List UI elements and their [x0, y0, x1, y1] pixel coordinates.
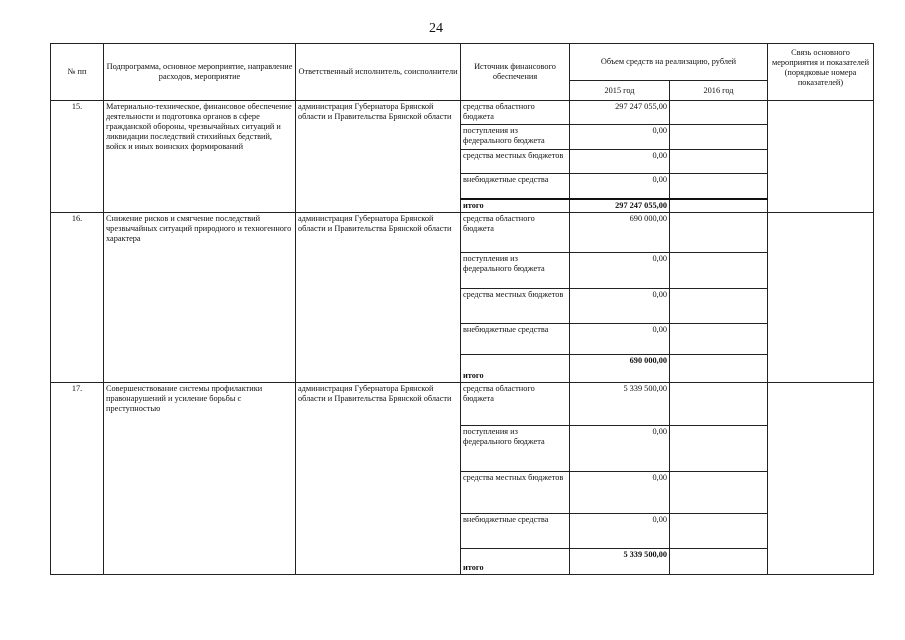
- source-value-2015: 0,00: [570, 252, 670, 288]
- source-value-2016: [670, 125, 768, 150]
- source-value-2015: 0,00: [570, 471, 670, 513]
- source-name-total: итого: [461, 548, 570, 574]
- source-value-2015: 0,00: [570, 150, 670, 174]
- source-value-2016-total: [670, 199, 768, 213]
- source-name: поступления из федерального бюджета: [461, 252, 570, 288]
- source-value-2015: 0,00: [570, 288, 670, 323]
- source-value-2015: 297 247 055,00: [570, 101, 670, 125]
- source-value-2015: 0,00: [570, 125, 670, 150]
- source-value-2016-total: [670, 548, 768, 574]
- row-link: [768, 382, 874, 574]
- source-value-2016: [670, 471, 768, 513]
- row-link: [768, 212, 874, 382]
- source-name: средства областного бюджета: [461, 101, 570, 125]
- source-value-2016: [670, 323, 768, 354]
- source-name: средства местных бюджетов: [461, 471, 570, 513]
- row-number: 16.: [51, 212, 104, 382]
- source-value-2015: 690 000,00: [570, 212, 670, 252]
- header-source: Источник финансового обеспечения: [461, 44, 570, 101]
- source-value-2016: [670, 212, 768, 252]
- source-value-2016-total: [670, 354, 768, 382]
- row-number: 17.: [51, 382, 104, 574]
- row-subprogram: Материально-техническое, финансовое обеспечение деятельности и подготовка органов в сфере гражданской обороны, чрезвычайных ситуаций и ликвидации последствий стихийных бедствий, войск и иных воинских формирований: [104, 101, 296, 213]
- header-subprogram: Подпрограмма, основное мероприятие, направление расходов, мероприятие: [104, 44, 296, 101]
- source-value-2015: 0,00: [570, 174, 670, 199]
- row-responsible: администрация Губернатора Брянской области и Правительства Брянской области: [296, 101, 461, 213]
- source-value-2015: 0,00: [570, 323, 670, 354]
- source-name: внебюджетные средства: [461, 174, 570, 199]
- source-value-2015-total: 5 339 500,00: [570, 548, 670, 574]
- row-responsible: администрация Губернатора Брянской области и Правительства Брянской области: [296, 212, 461, 382]
- source-value-2015-total: 690 000,00: [570, 354, 670, 382]
- row-subprogram: Снижение рисков и смягчение последствий чрезвычайных ситуаций природного и техногенного характера: [104, 212, 296, 382]
- source-value-2015: 0,00: [570, 425, 670, 471]
- row-subprogram: Совершенствование системы профилактики правонарушений и усиление борьбы с преступностью: [104, 382, 296, 574]
- header-year-2016: 2016 год: [670, 81, 768, 101]
- source-value-2016: [670, 101, 768, 125]
- header-volume: Объем средств на реализацию, рублей: [570, 44, 768, 81]
- source-value-2016: [670, 425, 768, 471]
- row-responsible: администрация Губернатора Брянской области и Правительства Брянской области: [296, 382, 461, 574]
- source-name: средства областного бюджета: [461, 212, 570, 252]
- source-value-2015: 0,00: [570, 513, 670, 548]
- source-name-total: итого: [461, 199, 570, 213]
- source-name: поступления из федерального бюджета: [461, 125, 570, 150]
- source-name: внебюджетные средства: [461, 513, 570, 548]
- source-name: средства местных бюджетов: [461, 288, 570, 323]
- source-name: поступления из федерального бюджета: [461, 425, 570, 471]
- source-value-2016: [670, 513, 768, 548]
- source-name: средства местных бюджетов: [461, 150, 570, 174]
- header-responsible: Ответственный исполнитель, соисполнители: [296, 44, 461, 101]
- source-name-total: итого: [461, 354, 570, 382]
- row-link: [768, 101, 874, 213]
- header-link: Связь основного мероприятия и показателей (порядковые номера показателей): [768, 44, 874, 101]
- page-number: 24: [429, 21, 443, 36]
- row-number: 15.: [51, 101, 104, 213]
- source-name: средства областного бюджета: [461, 382, 570, 425]
- financing-table: [50, 43, 874, 575]
- source-value-2016: [670, 150, 768, 174]
- source-value-2015: 5 339 500,00: [570, 382, 670, 425]
- header-num: № пп: [51, 44, 104, 101]
- source-value-2016: [670, 174, 768, 199]
- source-value-2016: [670, 252, 768, 288]
- header-year-2015: 2015 год: [570, 81, 670, 101]
- source-value-2015-total: 297 247 055,00: [570, 199, 670, 213]
- source-value-2016: [670, 288, 768, 323]
- source-value-2016: [670, 382, 768, 425]
- source-name: внебюджетные средства: [461, 323, 570, 354]
